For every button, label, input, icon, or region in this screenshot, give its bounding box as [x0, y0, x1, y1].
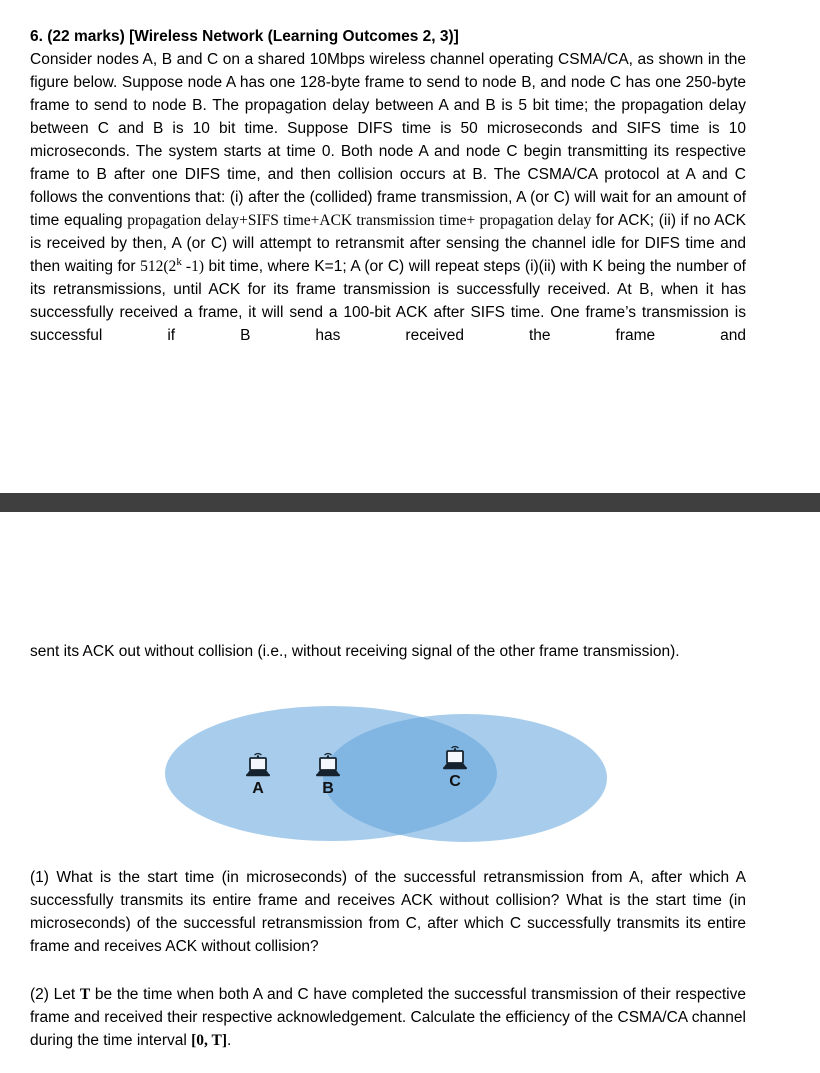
question-1: (1) What is the start time (in microseconds) of the successful retransmission from A, after which A successfully transmits its entire frame and receives ACK without collision? What is the start time (in microseconds) of the successful retransmission from C, after which C successfully transmits its entire frame and receives ACK without collision? [30, 869, 746, 955]
node-a-label: A [252, 780, 264, 797]
question-2: (2) Let T be the time when both A and C have completed the successful transmission of their respective frame and received their respective acknowledgement. Calculate the efficiency of the CSMA/CA channel during the time interval [0, T]. [30, 986, 746, 1049]
page-separator [0, 493, 820, 512]
node-b [308, 751, 348, 797]
node-c-label: C [449, 773, 461, 790]
node-a [238, 751, 278, 797]
question-body-paragraph: Consider nodes A, B and C on a shared 10Mbps wireless channel operating CSMA/CA, as shown in the figure below. Suppose node A has one 128-byte frame to send to node B, and node C has one 250-byte frame to send to node B. The propagation delay between A and B is 5 bit time; the propagation delay between C and B is 10 bit time. Suppose DIFS time is 50 microseconds and SIFS time is 10 microseconds. The system starts at time 0. Both node A and node C begin transmitting its respective frame to B after one DIFS time, and then collision occurs at B. The CSMA/CA protocol at A and C follows the conventions that: (i) after the (collided) frame transmission, A (or C) will wait for an amount of time equaling propagation delay+SIFS time+ACK transmission time+ propagation delay for ACK; (ii) if no ACK is received by then, A (or C) will attempt to retransmit after sensing the channel idle for DIFS time and then waiting for 512(2$^k$ -1) bit time, where K=1; A (or C) will repeat steps (i)(ii) with K being the number of its retransmissions, until ACK for its frame transmission is successfully received. At B, when it has successfully received a frame, it will send a 100-bit ACK after SIFS time. One frame’s transmission is successful if B has received the frame and [30, 51, 747, 344]
continuation-paragraph: sent its ACK out without collision (i.e., without receiving signal of the other frame transmission). [30, 643, 680, 660]
network-figure [0, 703, 820, 853]
question-block [30, 25, 746, 347]
node-c [435, 744, 475, 790]
node-b-label: B [322, 780, 334, 797]
laptop-wifi-icon [242, 751, 274, 779]
laptop-wifi-icon [439, 744, 471, 772]
question-heading: 6. (22 marks) [Wireless Network (Learning Outcomes 2, 3)] [30, 28, 459, 45]
laptop-wifi-icon [312, 751, 344, 779]
